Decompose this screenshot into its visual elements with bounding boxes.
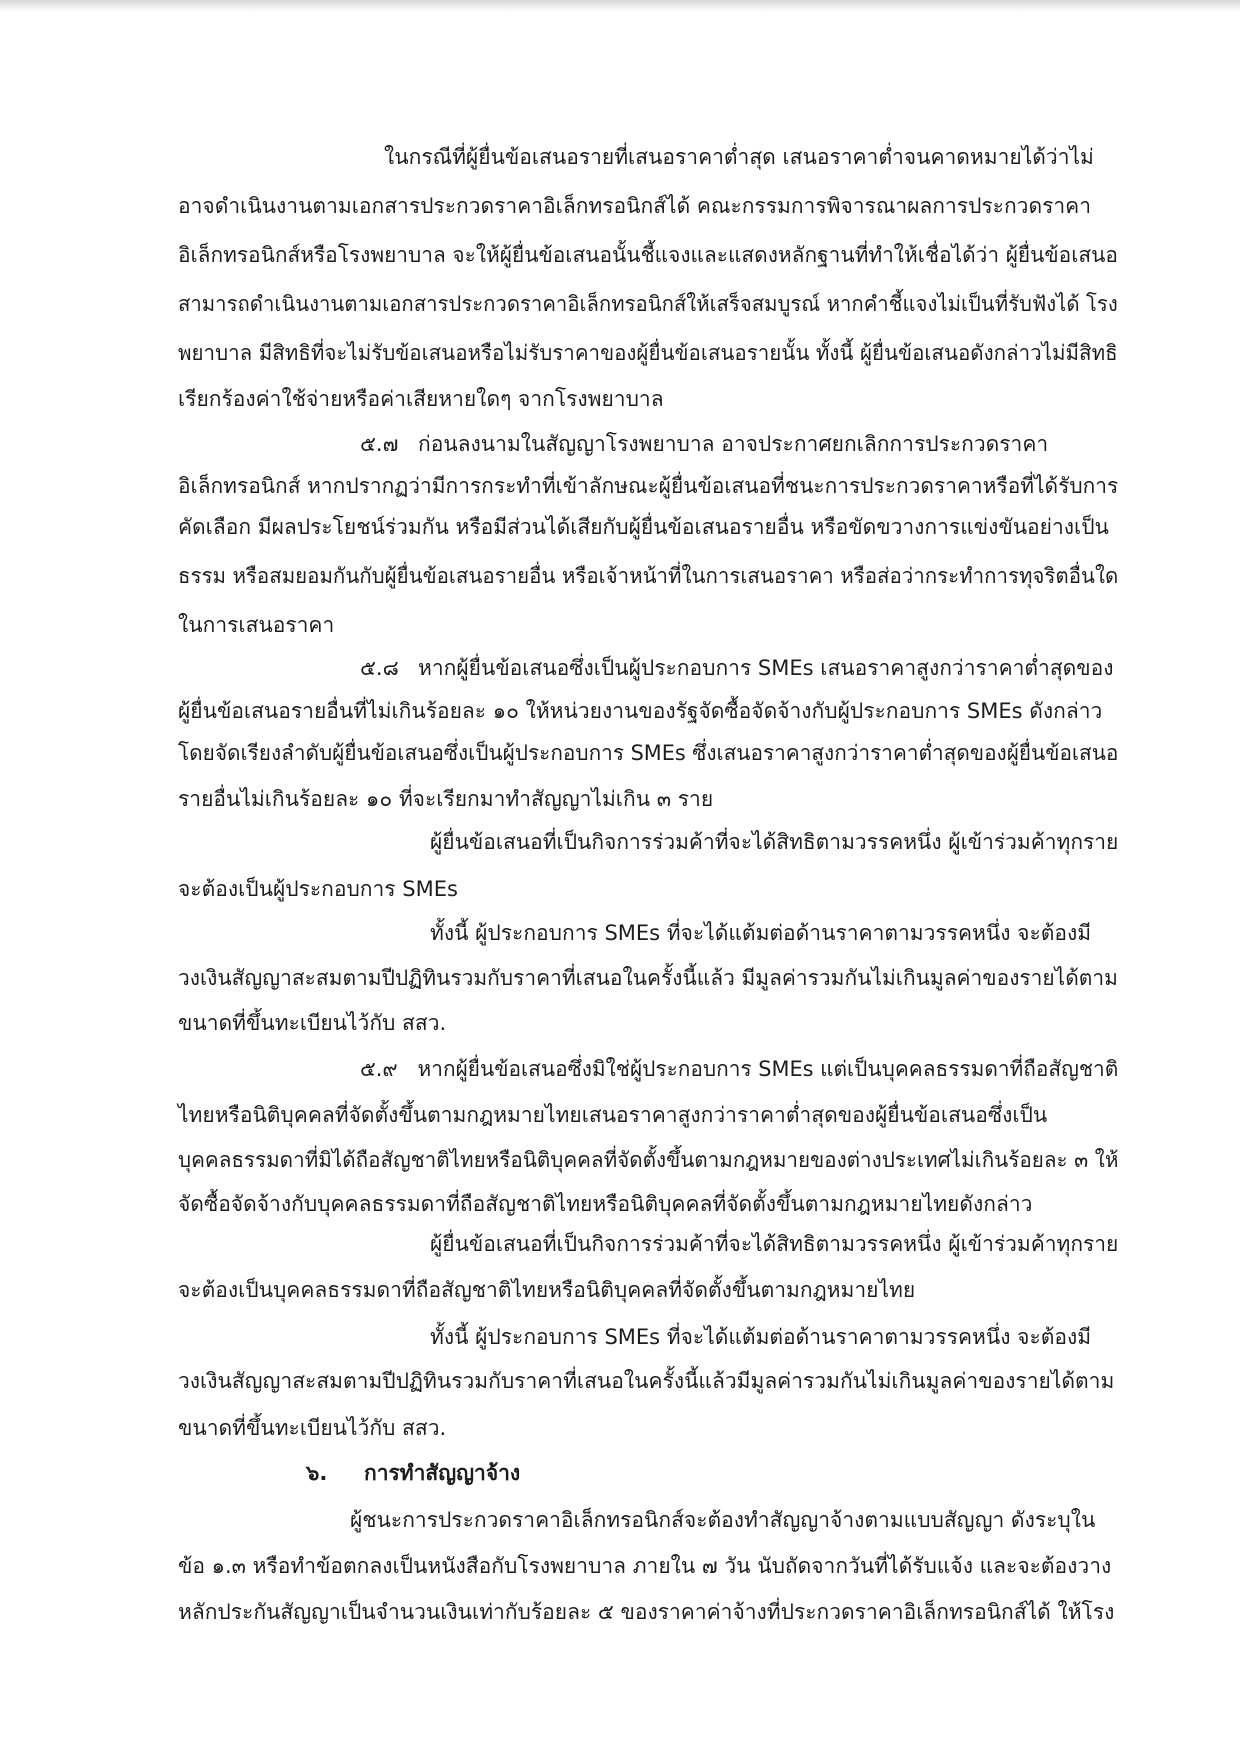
paragraph-line: อาจดำเนินงานตามเอกสารประกวดราคาอิเล็กทรอนิกส์ได้ คณะกรรมการพิจารณาผลการประกวดราคา (178, 194, 1092, 218)
clause-text: หากผู้ยื่นข้อเสนอซึ่งมิใช่ผู้ประกอบการ SMEs แต่เป็นบุคคลธรรมดาที่ถือสัญชาติ (417, 1057, 1119, 1081)
paragraph-line: ผู้ยื่นข้อเสนอรายอื่นที่ไม่เกินร้อยละ ๑๐ ให้หน่วยงานของรัฐจัดซื้อจัดจ้างกับผู้ประกอบการ SMEs ดังกล่าว (178, 699, 1103, 723)
clause-number: ๕.๘ (360, 656, 399, 680)
paragraph-line: วงเงินสัญญาสะสมตามปีปฏิทินรวมกับราคาที่เสนอในครั้งนี้แล้วมีมูลค่ารวมกันไม่เกินมูลค่าของรายได้ตาม (178, 1369, 1115, 1393)
clause-5-7-line (360, 429, 1118, 459)
paragraph-line: ขนาดที่ขึ้นทะเบียนไว้กับ สสว. (178, 1416, 447, 1440)
clause-text: ก่อนลงนามในสัญญาโรงพยาบาล อาจประกาศยกเลิกการประกวดราคา (418, 432, 1049, 456)
paragraph-line: ในการเสนอราคา (178, 613, 335, 637)
paragraph-line: หลักประกันสัญญาเป็นจำนวนเงินเท่ากับร้อยละ ๕ ของราคาค่าจ้างที่ประกวดราคาอิเล็กทรอนิกส์ได้ ให้โรง (178, 1600, 1115, 1624)
section-heading: การทำสัญญาจ้าง (364, 1461, 521, 1485)
paragraph-line: ผู้ยื่นข้อเสนอที่เป็นกิจการร่วมค้าที่จะได้สิทธิตามวรรคหนึ่ง ผู้เข้าร่วมค้าทุกราย (430, 830, 1119, 854)
paragraph-line: จะต้องเป็นบุคคลธรรมดาที่ถือสัญชาติไทยหรือนิติบุคคลที่จัดตั้งขึ้นตามกฎหมายไทย (178, 1278, 916, 1302)
clause-text: หากผู้ยื่นข้อเสนอซึ่งเป็นผู้ประกอบการ SMEs เสนอราคาสูงกว่าราคาต่ำสุดของ (418, 656, 1114, 680)
section-number: ๖. (306, 1461, 328, 1485)
scan-top-edge (0, 0, 1240, 12)
paragraph-line: คัดเลือก มีผลประโยชน์ร่วมกัน หรือมีส่วนได้เสียกับผู้ยื่นข้อเสนอรายอื่น หรือขัดขวางการแข่งขันอย่างเป็น (178, 515, 1109, 539)
paragraph-line: อิเล็กทรอนิกส์ หากปรากฏว่ามีการกระทำที่เข้าลักษณะผู้ยื่นข้อเสนอที่ชนะการประกวดราคาหรือที่ได้รับการ (178, 474, 1119, 498)
paragraph-line: ผู้ชนะการประกวดราคาอิเล็กทรอนิกส์จะต้องทำสัญญาจ้างตามแบบสัญญา ดังระบุใน (350, 1508, 1096, 1532)
paragraph-line: สามารถดำเนินงานตามเอกสารประกวดราคาอิเล็กทรอนิกส์ให้เสร็จสมบูรณ์ หากคำชี้แจงไม่เป็นที่รับฟังได้ โรง (178, 292, 1118, 316)
paragraph-line: โดยจัดเรียงลำดับผู้ยื่นข้อเสนอซึ่งเป็นผู้ประกอบการ SMEs ซึ่งเสนอราคาสูงกว่าราคาต่ำสุดของผู้ยื่นข้อเสนอ (178, 741, 1119, 765)
paragraph-line: ไทยหรือนิติบุคคลที่จัดตั้งขึ้นตามกฎหมายไทยเสนอราคาสูงกว่าราคาต่ำสุดของผู้ยื่นข้อเสนอซึ่งเป็น (178, 1103, 1048, 1127)
clause-5-9-line (360, 1054, 1119, 1084)
paragraph-line: บุคคลธรรมดาที่มิได้ถือสัญชาติไทยหรือนิติบุคคลที่จัดตั้งขึ้นตามกฎหมายของต่างประเทศไม่เกินร้อยละ ๓ ให้ (178, 1148, 1119, 1172)
paragraph-line: ขนาดที่ขึ้นทะเบียนไว้กับ สสว. (178, 1011, 447, 1035)
paragraph-line: วงเงินสัญญาสะสมตามปีปฏิทินรวมกับราคาที่เสนอในครั้งนี้แล้ว มีมูลค่ารวมกันไม่เกินมูลค่าของรายได้ตาม (178, 966, 1118, 990)
paragraph-line: ผู้ยื่นข้อเสนอที่เป็นกิจการร่วมค้าที่จะได้สิทธิตามวรรคหนึ่ง ผู้เข้าร่วมค้าทุกราย (430, 1232, 1119, 1256)
clause-number: ๕.๙ (360, 1057, 398, 1081)
paragraph-line: จะต้องเป็นผู้ประกอบการ SMEs (178, 877, 458, 901)
paragraph-line: ทั้งนี้ ผู้ประกอบการ SMEs ที่จะได้แต้มต่อด้านราคาตามวรรคหนึ่ง จะต้องมี (430, 1325, 1092, 1349)
paragraph-line: อิเล็กทรอนิกส์หรือโรงพยาบาล จะให้ผู้ยื่นข้อเสนอนั้นชี้แจงและแสดงหลักฐานที่ทำให้เชื่อได้ว่า ผู้ยื่นข้อเสนอ (178, 243, 1118, 267)
paragraph-line: ในกรณีที่ผู้ยื่นข้อเสนอรายที่เสนอราคาต่ำสุด เสนอราคาต่ำจนคาดหมายได้ว่าไม่ (384, 145, 1094, 169)
paragraph-line: ธรรม หรือสมยอมกันกับผู้ยื่นข้อเสนอรายอื่น หรือเจ้าหน้าที่ในการเสนอราคา หรือส่อว่ากระทำการทุจริตอื่นใด (178, 564, 1119, 588)
paragraph-line: รายอื่นไม่เกินร้อยละ ๑๐ ที่จะเรียกมาทำสัญญาไม่เกิน ๓ ราย (178, 787, 714, 811)
paragraph-line: จัดซื้อจัดจ้างกับบุคคลธรรมดาที่ถือสัญชาติไทยหรือนิติบุคคลที่จัดตั้งขึ้นตามกฎหมายไทยดังกล่าว (178, 1192, 1033, 1216)
clause-5-8-line (360, 653, 1118, 683)
paragraph-line: ทั้งนี้ ผู้ประกอบการ SMEs ที่จะได้แต้มต่อด้านราคาตามวรรคหนึ่ง จะต้องมี (430, 921, 1092, 945)
clause-number: ๕.๗ (360, 432, 399, 456)
paragraph-line: เรียกร้องค่าใช้จ่ายหรือค่าเสียหายใดๆ จากโรงพยาบาล (178, 387, 664, 411)
paragraph-line: ข้อ ๑.๓ หรือทำข้อตกลงเป็นหนังสือกับโรงพยาบาล ภายใน ๗ วัน นับถัดจากวันที่ได้รับแจ้ง และจะต้องวาง (178, 1554, 1112, 1578)
paragraph-line: พยาบาล มีสิทธิที่จะไม่รับข้อเสนอหรือไม่รับราคาของผู้ยื่นข้อเสนอรายนั้น ทั้งนี้ ผู้ยื่นข้อเสนอดังกล่าวไม่มีสิทธิ (178, 341, 1118, 365)
